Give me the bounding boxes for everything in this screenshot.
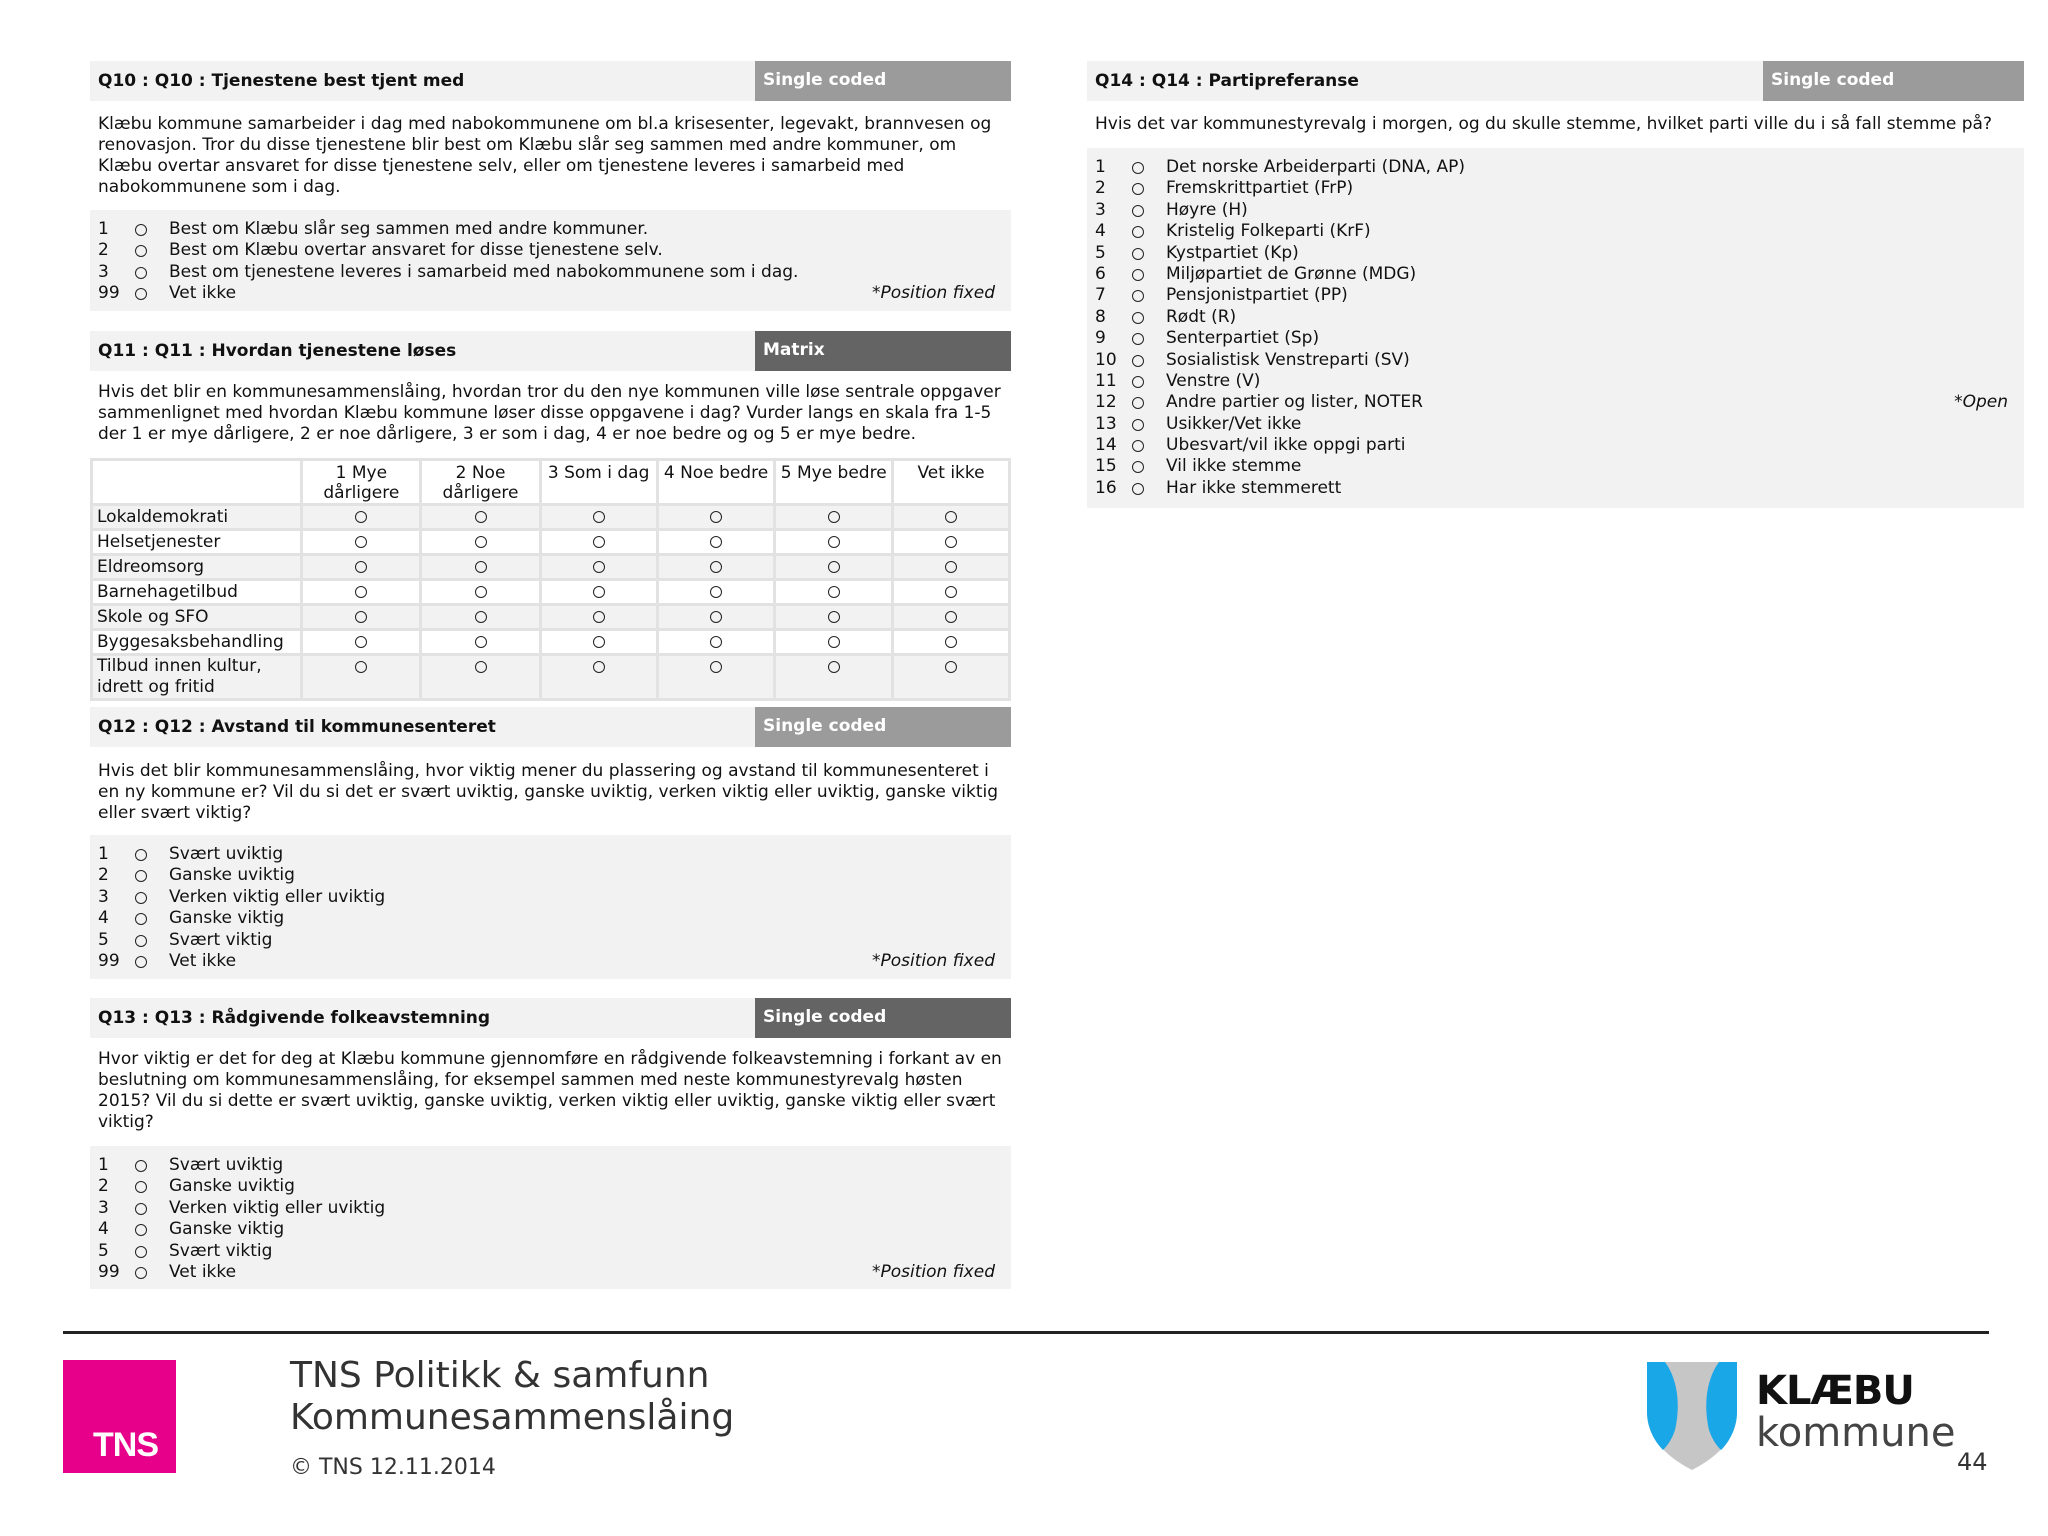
matrix-row — [92, 505, 1010, 530]
radio-button[interactable] — [1132, 355, 1144, 367]
option-label: Venstre (V) — [1166, 370, 1261, 391]
option-row[interactable] — [98, 219, 1003, 240]
option-row[interactable] — [98, 951, 1003, 972]
matrix-cell — [302, 530, 421, 555]
option-row[interactable] — [1095, 178, 2016, 199]
matrix-cell — [421, 505, 540, 530]
option-row[interactable] — [98, 887, 1003, 908]
option-code: 99 — [98, 1261, 120, 1282]
radio-button[interactable] — [593, 636, 605, 648]
matrix-cell — [657, 630, 775, 655]
matrix-cell — [775, 530, 893, 555]
option-row[interactable] — [1095, 392, 2016, 413]
matrix-row — [92, 580, 1010, 605]
option-row[interactable] — [1095, 414, 2016, 435]
matrix-cell — [540, 530, 657, 555]
option-label: Ubesvart/vil ikke oppgi parti — [1166, 435, 1406, 456]
option-row[interactable] — [1095, 200, 2016, 221]
matrix-col-header: Vet ikke — [893, 460, 1010, 505]
option-code: 99 — [98, 283, 120, 304]
radio-button[interactable] — [828, 511, 840, 523]
option-label: Best om Klæbu overtar ansvaret for disse tjenestene selv. — [169, 240, 663, 261]
radio-button[interactable] — [135, 870, 147, 882]
matrix-cell — [540, 505, 657, 530]
option-row[interactable] — [98, 930, 1003, 951]
radio-button[interactable] — [945, 661, 957, 673]
radio-button[interactable] — [593, 536, 605, 548]
matrix-cell — [893, 630, 1010, 655]
q10-title: Q10 : Q10 : Tjenestene best tjent med — [98, 71, 465, 91]
matrix-row-label: Tilbud innen kultur, idrett og fritid — [92, 655, 302, 700]
option-label: Rødt (R) — [1166, 306, 1237, 327]
radio-button[interactable] — [135, 1181, 147, 1193]
q11-question-text: Hvis det blir en kommunesammenslåing, hvordan tror du den nye kommunen ville løse sentrale oppgaver sammenlignet med hvordan Klæbu kommune løser disse oppgavene i dag? Vurder langs en skala fra 1-5 der 1 er mye dårligere, 2 er noe dårligere, 3 er som i dag, 4 er noe bedre og og 5 er mye bedre. — [98, 382, 1001, 444]
radio-button[interactable] — [945, 511, 957, 523]
matrix-cell — [893, 605, 1010, 630]
option-label: Det norske Arbeiderparti (DNA, AP) — [1166, 157, 1465, 177]
option-label: Har ikke stemmerett — [1166, 477, 1342, 498]
matrix-cell — [775, 555, 893, 580]
radio-button[interactable] — [355, 536, 367, 548]
matrix-cell — [540, 630, 657, 655]
option-note: *Open — [1954, 392, 2008, 413]
option-row[interactable] — [1095, 478, 2016, 499]
radio-button[interactable] — [135, 267, 147, 279]
option-row[interactable] — [98, 283, 1003, 304]
matrix-row-label: Byggesaksbehandling — [92, 630, 302, 655]
radio-button[interactable] — [355, 586, 367, 598]
option-label: Kristelig Folkeparti (KrF) — [1166, 221, 1371, 242]
q12-options — [90, 835, 1011, 979]
radio-button[interactable] — [135, 224, 147, 236]
matrix-row-label: Barnehagetilbud — [92, 580, 302, 605]
radio-button[interactable] — [828, 636, 840, 648]
option-code: 5 — [1095, 242, 1106, 263]
matrix-cell — [421, 555, 540, 580]
matrix-cell — [302, 555, 421, 580]
radio-button[interactable] — [828, 661, 840, 673]
option-row[interactable] — [1095, 243, 2016, 264]
matrix-cell — [657, 555, 775, 580]
radio-button[interactable] — [1132, 290, 1144, 302]
matrix-cell — [421, 655, 540, 700]
option-label: Vet ikke — [169, 283, 237, 304]
matrix-cell — [421, 580, 540, 605]
radio-button[interactable] — [828, 586, 840, 598]
option-label: Vet ikke — [169, 950, 237, 971]
radio-button[interactable] — [828, 611, 840, 623]
matrix-cell — [540, 555, 657, 580]
option-label: Vil ikke stemme — [1166, 456, 1302, 477]
option-code: 2 — [98, 1176, 109, 1197]
q14-title: Q14 : Q14 : Partipreferanse — [1095, 71, 1359, 91]
matrix-cell — [893, 655, 1010, 700]
option-code: 1 — [98, 844, 109, 864]
radio-button[interactable] — [593, 586, 605, 598]
option-code: 6 — [1095, 263, 1106, 284]
option-code: 1 — [1095, 157, 1106, 177]
radio-button[interactable] — [475, 536, 487, 548]
radio-button[interactable] — [1132, 312, 1144, 324]
matrix-cell — [893, 580, 1010, 605]
option-label: Svært uviktig — [169, 844, 284, 864]
option-label: Andre partier og lister, NOTER — [1166, 392, 1423, 413]
q13-header — [90, 998, 1011, 1038]
option-row[interactable] — [1095, 157, 2016, 178]
radio-button[interactable] — [135, 1246, 147, 1258]
q14-type-badge: Single coded — [1763, 61, 2024, 101]
matrix-cell — [540, 655, 657, 700]
radio-button[interactable] — [475, 636, 487, 648]
option-code: 4 — [98, 1219, 109, 1240]
radio-button[interactable] — [355, 661, 367, 673]
radio-button[interactable] — [475, 511, 487, 523]
matrix-col-header: 5 Mye bedre — [775, 460, 893, 505]
matrix-row — [92, 630, 1010, 655]
option-row[interactable] — [1095, 264, 2016, 285]
option-code: 3 — [98, 1197, 109, 1218]
q10-header — [90, 61, 1011, 101]
option-code: 16 — [1095, 477, 1117, 498]
radio-button[interactable] — [710, 611, 722, 623]
matrix-cell — [893, 555, 1010, 580]
radio-button[interactable] — [1132, 397, 1144, 409]
q10-options — [90, 210, 1011, 311]
footer-divider — [63, 1331, 1989, 1334]
radio-button[interactable] — [355, 611, 367, 623]
option-label: Senterpartiet (Sp) — [1166, 328, 1320, 349]
tns-logo-text: TNS — [93, 1426, 158, 1464]
radio-button[interactable] — [1132, 205, 1144, 217]
option-row[interactable] — [98, 1155, 1003, 1176]
matrix-row — [92, 605, 1010, 630]
option-code: 15 — [1095, 456, 1117, 477]
option-code: 5 — [98, 929, 109, 950]
matrix-row — [92, 530, 1010, 555]
matrix-row-label: Helsetjenester — [92, 530, 302, 555]
option-label: Pensjonistpartiet (PP) — [1166, 285, 1348, 306]
matrix-cell — [657, 580, 775, 605]
client-subtitle: kommune — [1756, 1410, 1956, 1456]
option-label: Ganske uviktig — [169, 1176, 295, 1197]
option-code: 2 — [98, 240, 109, 261]
radio-button[interactable] — [1132, 226, 1144, 238]
option-label: Høyre (H) — [1166, 199, 1248, 220]
radio-button[interactable] — [135, 245, 147, 257]
option-label: Sosialistisk Venstreparti (SV) — [1166, 349, 1410, 370]
option-row[interactable] — [1095, 285, 2016, 306]
option-label: Best om Klæbu slår seg sammen med andre kommuner. — [169, 219, 649, 239]
radio-button[interactable] — [475, 661, 487, 673]
radio-button[interactable] — [135, 956, 147, 968]
radio-button[interactable] — [1132, 483, 1144, 495]
option-label: Vet ikke — [169, 1261, 237, 1282]
option-row[interactable] — [1095, 350, 2016, 371]
radio-button[interactable] — [1132, 440, 1144, 452]
q11-title: Q11 : Q11 : Hvordan tjenestene løses — [98, 341, 457, 361]
q11-header — [90, 331, 1011, 371]
matrix-header-row — [92, 460, 1010, 505]
q12-header — [90, 707, 1011, 747]
matrix-row-label: Lokaldemokrati — [92, 505, 302, 530]
matrix-row-label: Skole og SFO — [92, 605, 302, 630]
matrix-cell — [540, 605, 657, 630]
q12-type-badge: Single coded — [755, 707, 1011, 747]
matrix-row — [92, 555, 1010, 580]
option-code: 1 — [98, 219, 109, 239]
left-column — [90, 0, 1011, 1310]
option-code: 3 — [1095, 199, 1106, 220]
option-code: 11 — [1095, 370, 1117, 391]
option-note: *Position fixed — [872, 950, 995, 971]
radio-button[interactable] — [475, 561, 487, 573]
option-code: 4 — [98, 908, 109, 929]
q13-question-text: Hvor viktig er det for deg at Klæbu kommune gjennomføre en rådgivende folkeavstemning i forkant av en beslutning om kommunesammenslåing, for eksempel sammen med neste kommunestyrevalg høsten 2015? Vil du si dette er svært uviktig, ganske uviktig, verken viktig eller uviktig, ganske viktig eller svært viktig? — [98, 1049, 1002, 1132]
q12-title: Q12 : Q12 : Avstand til kommunesenteret — [98, 717, 496, 737]
matrix-row-label: Eldreomsorg — [92, 555, 302, 580]
radio-button[interactable] — [710, 636, 722, 648]
client-name: KLÆBU — [1756, 1368, 1914, 1414]
radio-button[interactable] — [1132, 419, 1144, 431]
radio-button[interactable] — [1132, 376, 1144, 388]
radio-button[interactable] — [945, 636, 957, 648]
radio-button[interactable] — [1132, 248, 1144, 260]
radio-button[interactable] — [355, 561, 367, 573]
option-code: 12 — [1095, 392, 1117, 413]
matrix-cell — [302, 505, 421, 530]
footer-title-line1: TNS Politikk & samfunn — [290, 1355, 710, 1396]
q10-question-text: Klæbu kommune samarbeider i dag med nabokommunene om bl.a krisesenter, legevakt, brannvesen og renovasjon. Tror du disse tjenestene blir best om Klæbu slår seg sammen med andre kommuner, om Klæbu overtar ansvaret for disse tjenestene selv, eller om tjenestene leveres i samarbeid med nabokommunene som i dag. — [98, 114, 992, 197]
radio-button[interactable] — [710, 561, 722, 573]
matrix-cell — [302, 580, 421, 605]
radio-button[interactable] — [475, 611, 487, 623]
matrix-col-header: 1 Mye dårligere — [302, 460, 421, 505]
q14-header — [1087, 61, 2024, 101]
option-code: 3 — [98, 886, 109, 907]
option-row[interactable] — [98, 1176, 1003, 1197]
radio-button[interactable] — [355, 511, 367, 523]
option-code: 9 — [1095, 328, 1106, 349]
option-label: Ganske uviktig — [169, 865, 295, 886]
option-row[interactable] — [98, 240, 1003, 261]
matrix-cell — [775, 630, 893, 655]
matrix-col-header: 3 Som i dag — [540, 460, 657, 505]
radio-button[interactable] — [945, 536, 957, 548]
option-note: *Position fixed — [872, 283, 995, 304]
radio-button[interactable] — [945, 561, 957, 573]
klaebu-shield-icon — [1645, 1360, 1739, 1472]
q14-options — [1087, 148, 2024, 508]
option-row[interactable] — [98, 844, 1003, 865]
option-code: 4 — [1095, 221, 1106, 242]
radio-button[interactable] — [135, 1203, 147, 1215]
matrix-row — [92, 655, 1010, 700]
radio-button[interactable] — [1132, 269, 1144, 281]
q11-type-badge: Matrix — [755, 331, 1011, 371]
option-label: Kystpartiet (Kp) — [1166, 242, 1299, 263]
option-note: *Position fixed — [872, 1261, 995, 1282]
q12-question-text: Hvis det blir kommunesammenslåing, hvor viktig mener du plassering og avstand til kommunesenteret i en ny kommune er? Vil du si det er svært uviktig, ganske uviktig, verken viktig eller uviktig, ganske viktig eller svært viktig? — [98, 761, 999, 823]
option-code: 14 — [1095, 435, 1117, 456]
option-code: 2 — [98, 865, 109, 886]
footer-title — [290, 1355, 734, 1439]
radio-button[interactable] — [593, 561, 605, 573]
option-row[interactable] — [98, 1219, 1003, 1240]
page-number: 44 — [1957, 1448, 1988, 1476]
radio-button[interactable] — [135, 288, 147, 300]
matrix-cell — [657, 505, 775, 530]
matrix-cell — [302, 655, 421, 700]
footer-copyright: © TNS 12.11.2014 — [290, 1455, 496, 1480]
matrix-cell — [421, 605, 540, 630]
option-code: 1 — [98, 1155, 109, 1175]
radio-button[interactable] — [135, 913, 147, 925]
radio-button[interactable] — [945, 611, 957, 623]
matrix-cell — [657, 655, 775, 700]
matrix-cell — [775, 580, 893, 605]
matrix-col-header: 4 Noe bedre — [657, 460, 775, 505]
option-label: Fremskrittpartiet (FrP) — [1166, 178, 1354, 199]
matrix-cell — [421, 530, 540, 555]
matrix-cell — [775, 655, 893, 700]
matrix-cell — [893, 505, 1010, 530]
option-label: Svært viktig — [169, 929, 273, 950]
radio-button[interactable] — [593, 511, 605, 523]
radio-button[interactable] — [135, 849, 147, 861]
radio-button[interactable] — [710, 511, 722, 523]
option-label: Svært viktig — [169, 1240, 273, 1261]
option-row[interactable] — [98, 1198, 1003, 1219]
option-code: 7 — [1095, 285, 1106, 306]
option-code: 2 — [1095, 178, 1106, 199]
radio-button[interactable] — [135, 1160, 147, 1172]
tns-logo — [63, 1360, 176, 1473]
option-row[interactable] — [98, 865, 1003, 886]
radio-button[interactable] — [945, 586, 957, 598]
radio-button[interactable] — [355, 636, 367, 648]
radio-button[interactable] — [593, 611, 605, 623]
q13-type-badge: Single coded — [755, 998, 1011, 1038]
matrix-cell — [775, 605, 893, 630]
option-code: 10 — [1095, 349, 1117, 370]
matrix-cell — [657, 530, 775, 555]
option-row[interactable] — [98, 1241, 1003, 1262]
matrix-cell — [302, 605, 421, 630]
option-row[interactable] — [1095, 435, 2016, 456]
right-column — [1087, 0, 2024, 520]
option-code: 13 — [1095, 413, 1117, 434]
option-row[interactable] — [98, 908, 1003, 929]
option-code: 3 — [98, 261, 109, 282]
matrix-col-header: 2 Noe dårligere — [421, 460, 540, 505]
q13-title: Q13 : Q13 : Rådgivende folkeavstemning — [98, 1008, 491, 1028]
option-label: Miljøpartiet de Grønne (MDG) — [1166, 263, 1417, 284]
radio-button[interactable] — [710, 661, 722, 673]
option-label: Verken viktig eller uviktig — [169, 886, 386, 907]
matrix-cell — [421, 630, 540, 655]
q10-type-badge: Single coded — [755, 61, 1011, 101]
radio-button[interactable] — [710, 586, 722, 598]
radio-button[interactable] — [135, 935, 147, 947]
option-row[interactable] — [1095, 371, 2016, 392]
radio-button[interactable] — [135, 1267, 147, 1279]
option-code: 5 — [98, 1240, 109, 1261]
option-row[interactable] — [1095, 456, 2016, 477]
matrix-corner — [92, 460, 302, 505]
radio-button[interactable] — [135, 1224, 147, 1236]
matrix-cell — [657, 605, 775, 630]
q11-matrix — [90, 458, 1011, 701]
q13-options — [90, 1146, 1011, 1289]
option-label: Ganske viktig — [169, 908, 285, 929]
radio-button[interactable] — [1132, 183, 1144, 195]
radio-button[interactable] — [475, 586, 487, 598]
option-row[interactable] — [1095, 221, 2016, 242]
radio-button[interactable] — [828, 536, 840, 548]
radio-button[interactable] — [1132, 162, 1144, 174]
option-code: 99 — [98, 950, 120, 971]
option-label: Verken viktig eller uviktig — [169, 1197, 386, 1218]
matrix-cell — [775, 505, 893, 530]
radio-button[interactable] — [1132, 333, 1144, 345]
option-row[interactable] — [1095, 307, 2016, 328]
option-label: Ganske viktig — [169, 1219, 285, 1240]
matrix-cell — [893, 530, 1010, 555]
option-row[interactable] — [98, 1262, 1003, 1283]
radio-button[interactable] — [828, 561, 840, 573]
radio-button[interactable] — [593, 661, 605, 673]
option-row[interactable] — [98, 262, 1003, 283]
option-label: Svært uviktig — [169, 1155, 284, 1175]
radio-button[interactable] — [135, 892, 147, 904]
option-label: Best om tjenestene leveres i samarbeid med nabokommunene som i dag. — [169, 261, 799, 282]
option-row[interactable] — [1095, 328, 2016, 349]
q14-question-text: Hvis det var kommunestyrevalg i morgen, og du skulle stemme, hvilket parti ville du i så fall stemme på? — [1095, 114, 1992, 134]
matrix-cell — [540, 580, 657, 605]
radio-button[interactable] — [1132, 461, 1144, 473]
footer-title-line2: Kommunesammenslåing — [290, 1397, 735, 1438]
radio-button[interactable] — [710, 536, 722, 548]
option-code: 8 — [1095, 306, 1106, 327]
option-label: Usikker/Vet ikke — [1166, 413, 1302, 434]
matrix-cell — [302, 630, 421, 655]
